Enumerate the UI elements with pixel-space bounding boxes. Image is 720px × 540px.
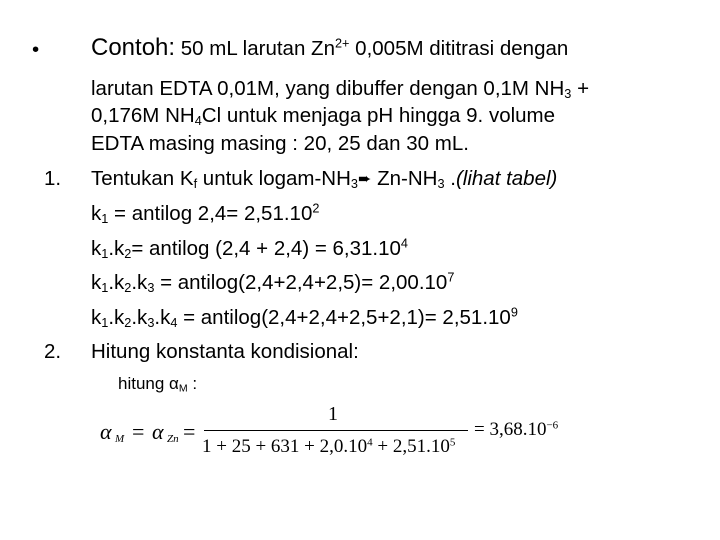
superscript: 7 — [447, 269, 455, 285]
list-number-1: 1. — [44, 167, 62, 190]
contoh-text: 50 m — [175, 37, 227, 60]
equals-sign: = — [132, 419, 145, 444]
k-text: = antilog(2,4+2,4+2,5+2,1)= 2,51.10 — [177, 306, 511, 329]
subscript: M — [115, 433, 125, 445]
hitung-text: hitung α — [118, 374, 179, 393]
subscript: 1 — [101, 280, 109, 296]
result-text: = 3,68.10 — [474, 419, 547, 440]
step-2-line: Hitung konstanta kondisional: — [91, 340, 359, 363]
k-text: .k — [131, 306, 148, 329]
subscript: 1 — [101, 211, 109, 227]
bullet-marker: • — [32, 38, 40, 61]
contoh-line-2 — [91, 76, 589, 102]
subscript: 1 — [101, 246, 109, 262]
subscript: 3 — [350, 176, 358, 192]
fraction-bar — [204, 430, 468, 431]
k-text: k — [91, 202, 102, 225]
formula-result — [474, 419, 558, 441]
superscript: 5 — [449, 436, 456, 449]
denominator-text: 1 + 25 + 631 + 2,0.10 — [202, 436, 368, 457]
contoh-text: larutan EDTA 0,01M, yang dibuffer dengan 0,1M NH — [91, 77, 565, 100]
list-number-2: 2. — [44, 340, 62, 363]
k-text: = antilog (2,4 + 2,4) = 6,31.10 — [131, 237, 401, 260]
fraction-denominator — [202, 436, 455, 458]
superscript: 2 — [312, 200, 320, 216]
subscript: Zn — [167, 433, 179, 445]
subscript: 2 — [124, 246, 132, 262]
k-text: .k — [108, 237, 125, 260]
subscript: M — [178, 382, 188, 395]
k4-line — [91, 305, 518, 331]
k-text: = antilog(2,4+2,4+2,5)= 2,00.10 — [154, 271, 448, 294]
fraction-numerator: 1 — [328, 403, 338, 425]
k-text: .k — [131, 271, 148, 294]
k-text: k — [91, 306, 102, 329]
alpha-symbol: α — [100, 419, 112, 444]
contoh-label: Contoh: — [91, 34, 176, 61]
arrow-icon: ➨ — [358, 171, 372, 188]
superscript: 2+ — [334, 35, 350, 51]
alpha-symbol: α — [152, 419, 164, 444]
contoh-text: 0,176M NH — [91, 104, 195, 127]
k-text: .k — [154, 306, 171, 329]
k2-line — [91, 236, 408, 262]
subscript: 3 — [147, 315, 155, 331]
contoh-line-4: EDTA masing masing : 20, 25 dan 30 mL. — [91, 132, 469, 155]
superscript: 4 — [367, 436, 373, 449]
superscript: 9 — [510, 304, 518, 320]
contoh-line-3 — [91, 103, 555, 129]
subscript: 3 — [564, 86, 572, 102]
k-text: = antilog 2,4= 2,51.10 — [108, 202, 313, 225]
step-text: . — [444, 167, 456, 190]
alpha-formula — [100, 405, 570, 467]
subscript: 4 — [194, 113, 202, 129]
superscript: 4 — [400, 235, 408, 251]
subscript: 4 — [170, 315, 178, 331]
superscript: −6 — [546, 419, 559, 432]
subscript: 2 — [124, 315, 132, 331]
step-text: Tentukan K — [91, 167, 194, 190]
k3-line — [91, 270, 454, 296]
hitung-text: : — [187, 374, 198, 393]
k-text: .k — [108, 306, 125, 329]
contoh-text: + — [571, 77, 590, 100]
contoh-line-1 — [91, 35, 568, 62]
step-1-line — [91, 166, 557, 193]
denominator-text: + 2,51.10 — [372, 436, 450, 457]
equals-sign: = — [183, 419, 196, 444]
subscript: 1 — [101, 315, 109, 331]
subscript: 2 — [124, 280, 132, 296]
hitung-alpha-label — [118, 373, 197, 395]
k-text: k — [91, 237, 102, 260]
step-text: untuk logam-NH — [197, 167, 351, 190]
k-text: .k — [108, 271, 125, 294]
contoh-text: Cl untuk menjaga pH hingga 9. volume — [201, 104, 556, 127]
k-text: k — [91, 271, 102, 294]
contoh-text: L larutan Zn — [226, 37, 335, 60]
contoh-text: 0,005M dititrasi dengan — [349, 37, 569, 60]
k1-line — [91, 201, 319, 227]
step-text: Zn-NH — [371, 167, 438, 190]
subscript: 3 — [437, 176, 445, 192]
table-reference: (lihat tabel) — [455, 167, 558, 190]
subscript: f — [193, 176, 198, 192]
subscript: 3 — [147, 280, 155, 296]
